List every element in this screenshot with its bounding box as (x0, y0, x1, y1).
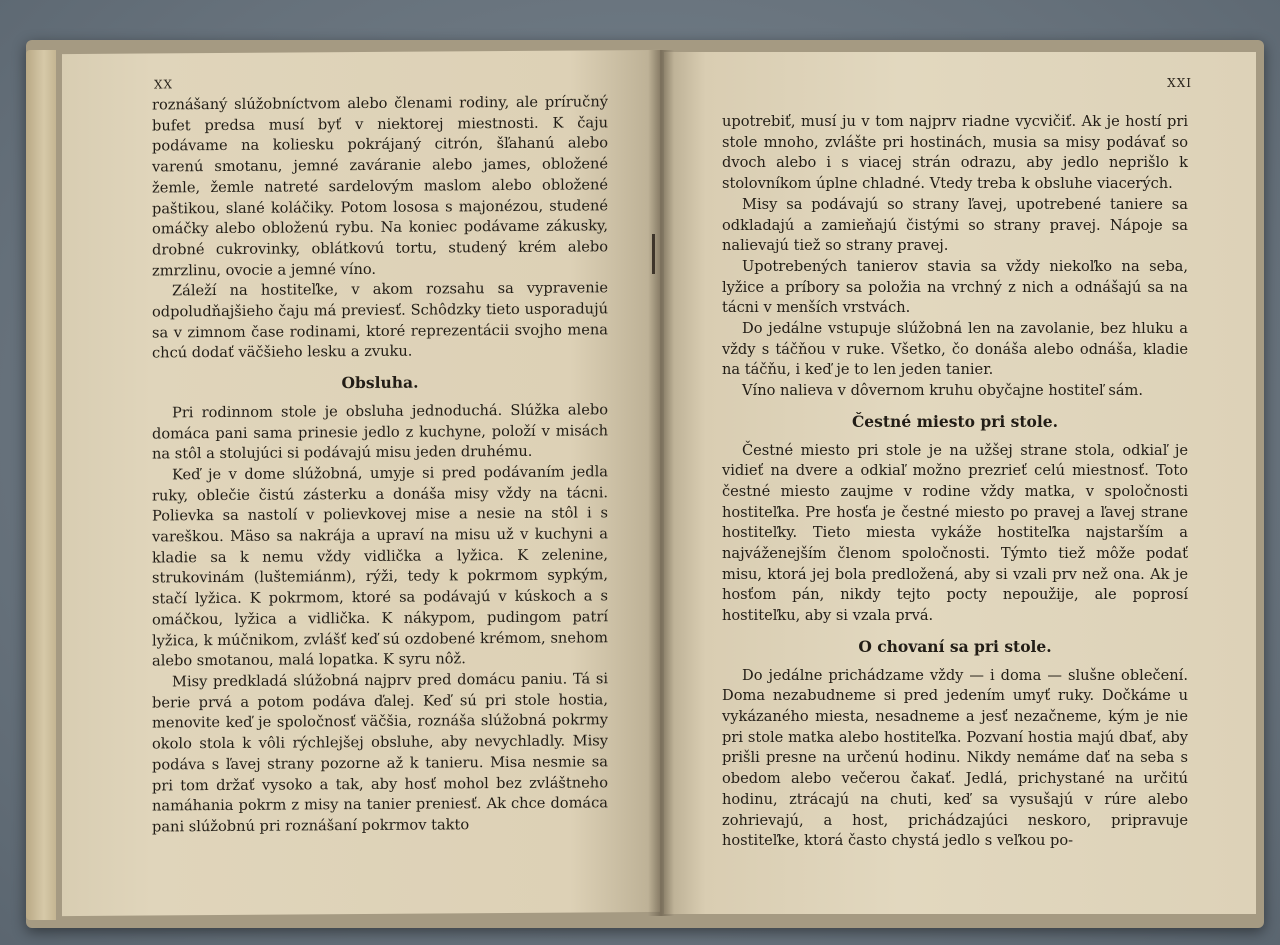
paragraph: Záleží na hostiteľke, v akom rozsahu sa vypravenie odpoludňajšieho čaju má previesť. Schôdzky tieto usporadujú sa v zimnom čase rodinami, ktoré reprezentácii svojho mena chcú dodať väčšieho lesku a zvuku. (152, 279, 608, 362)
spine-binding-mark (652, 234, 655, 274)
paragraph: Do jedálne prichádzame vždy — i doma — slušne oblečení. Doma nezabudneme si pred jedením umyť ruky. Dočkáme u vykázaného miesta, nesadneme a jesť nezačneme, kým je nie pri stole matka alebo hostiteľka. Pozvaní hostia majú dbať, aby prišli presne na určenú hodinu. Nikdy nemáme dať na seba s obedom alebo večerou čakať. Jedlá, prichystané na určitú hodinu, ztrácajú na chuti, keď sa vysušajú v rúre alebo zohrievajú, a host, prichádzajúci neskoro, pripravuje hostiteľke, ktorá často chystá jedlo s veľkou po- (722, 666, 1188, 850)
paragraph: Do jedálne vstupuje slúžobná len na zavolanie, bez hluku a vždy s táčňou v ruke. Všetko, čo donáša alebo odnáša, kladie na táčňu, i keď je to len jeden tanier. (722, 320, 1188, 379)
paragraph: Misy sa podávajú so strany ľavej, upotrebené taniere sa odkladajú a zamieňajú čistými so strany pravej. Nápoje sa nalievajú tiež so strany pravej. (722, 195, 1188, 255)
section-heading-obsluha: Obsluha. (341, 372, 419, 393)
paragraph: roznášaný slúžobníctvom alebo členami rodiny, ale príručný bufet predsa musí byť v niektorej miestnosti. K čaju podávame na koliesku pokrájaný citrón, šľahanú alebo varenú smotanu, jemné zaváranie alebo james, obložené žemle, žemle natreté sardelovým maslom alebo obložené paštikou, slané koláčiky. Potom lososa s majonézou, studené omáčky alebo obloženú rybu. Na koniec podávame zákusky, drobné cukrovinky, oblátkovú tortu, studený krém alebo zmrzlinu, ovocie a jemné víno. (152, 93, 608, 280)
paragraph: Upotrebených tanierov stavia sa vždy niekoľko na seba, lyžice a príbory sa položia na vrchný z nich a odnášajú sa na tácni v menších vrstvách. (722, 257, 1188, 317)
paragraph: Pri rodinnom stole je obsluha jednoduchá. Slúžka alebo domáca pani sama prinesie jedlo z kuchyne, položí v misách na stôl a stolujúci si podávajú misu jeden druhému. (152, 401, 608, 463)
paragraph: Misy predkladá slúžobná najprv pred domácu paniu. Tá si berie prvá a potom podáva ďalej. Keď sú pri stole hostia, menovite keď je spoločnosť väčšia, roznáša slúžobná pokrmy okolo stola k vôli rýchlejšej obsluhe, aby nevychladly. Misy podáva s ľavej strany pozorne až k tanieru. Misa nesmie sa pri tom držať vysoko a tak, aby hosť mohol bez zvláštneho namáhania pokrm z misy na tanier preniesť. Ak chce domáca pani slúžobnú pri roznášaní pokrmov takto (152, 670, 608, 836)
paragraph: Víno nalieva v dôvernom kruhu obyčajne hostiteľ sám. (742, 382, 1144, 400)
book-gutter (648, 50, 674, 916)
right-page-number: XXI (1167, 76, 1192, 90)
paragraph: Čestné miesto pri stole je na užšej strane stola, odkiaľ je vidieť na dvere a odkiaľ možno prezrieť celú miestnosť. Toto čestné miesto zaujme v rodine vždy matka, v spoločnosti hostiteľka. Pre hosťa je čestné miesto po pravej a ľavej strane hostiteľky. Tieto miesta vykáže hostiteľka najstarším a najváženejším členom spoločnosti. Týmto tiež môže podať misu, ktorá jej bola predložená, aby si vzali prv než ona. Ak je hosťom pán, nikdy tejto pocty nepoužije, ale poprosí hostiteľku, aby si vzala prvá. (722, 441, 1188, 625)
book-cover-edge (26, 50, 56, 920)
section-heading-o-chovani: O chovaní sa pri stole. (858, 636, 1052, 656)
left-page-text (152, 92, 608, 838)
right-page (664, 52, 1256, 914)
paragraph: Keď je v dome slúžobná, umyje si pred podávaním jedla ruky, oblečie čistú zásterku a donáša misy vždy na tácni. Polievka sa nastolí v polievkovej mise a nesie na stôl i s vareškou. Mäso sa nakrája a upraví na misu už v kuchyni a kladie sa k nemu vždy vidlička a lyžica. K zelenine, strukovinám (luštemiánm), rýži, tedy k pokrmom sypkým, stačí lyžica. K pokrmom, ktoré sa podávajú v kúskoch a s omáčkou, lyžica a vidlička. K nákypom, pudingom patrí lyžica, k múčnikom, zvlášť keď sú ozdobené krémom, snehom alebo smotanou, malá lopatka. K syru nôž. (152, 463, 608, 670)
paragraph: upotrebiť, musí ju v tom najprv riadne vycvičiť. Ak je hostí pri stole mnoho, zvlášte pri hostinách, musia sa misy podávať so dvoch alebo i s viacej strán odrazu, aby jedlo neprišlo k stolovníkom úplne chladné. Vtedy treba k obsluhe viacerých. (722, 113, 1188, 193)
left-page (62, 50, 660, 916)
section-heading-cestne-miesto: Čestné miesto pri stole. (851, 411, 1059, 431)
left-page-number: XX (154, 77, 174, 92)
right-page-text (722, 112, 1188, 852)
